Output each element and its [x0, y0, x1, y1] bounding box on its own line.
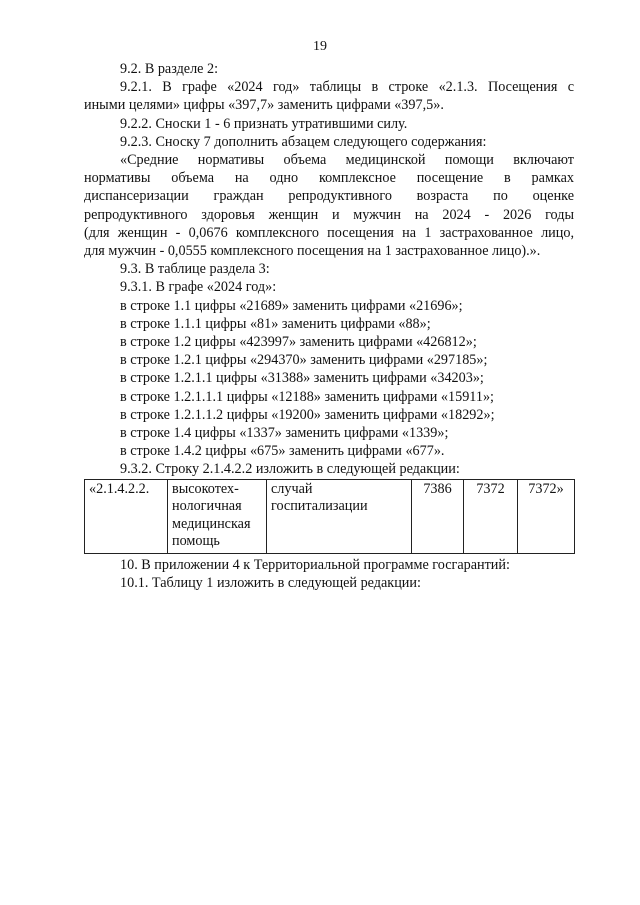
- table-cell-code: «2.1.4.2.2.: [85, 479, 168, 553]
- quote-line2: нормативы объема на одно комплексное посещение в рамках: [84, 170, 574, 187]
- page-number: 19: [313, 39, 327, 54]
- amendment-table: [84, 479, 575, 554]
- paragraph-9-2: 9.2. В разделе 2:: [120, 61, 219, 77]
- table-cell-care-type: высокотех-нологичная медицинская помощь: [168, 479, 267, 553]
- quote-line4: репродуктивного здоровья женщин и мужчин на 2024 - 2026 годы: [84, 206, 574, 223]
- paragraph-9-2-2: 9.2.2. Сноски 1 - 6 признать утратившими силу.: [120, 115, 408, 132]
- table-cell-value: 7372»: [518, 479, 575, 553]
- quote-line6: для мужчин - 0,0555 комплексного посещения на 1 застрахованное лицо).».: [84, 243, 541, 260]
- paragraph-10-1: 10.1. Таблицу 1 изложить в следующей редакции:: [120, 574, 421, 591]
- paragraph-10: 10. В приложении 4 к Территориальной программе госгарантий:: [120, 556, 510, 573]
- paragraph-9-2-1-line2: иными целями» цифры «397,7» заменить цифрами «397,5».: [84, 97, 444, 114]
- paragraph-9-2-1-line1: 9.2.1. В графе «2024 год» таблицы в строке «2.1.3. Посещения с: [120, 79, 574, 96]
- replacement-line: в строке 1.1 цифры «21689» заменить цифрами «21696»;: [120, 297, 463, 314]
- table-cell-value: 7386: [412, 479, 464, 553]
- quote-line1: «Средние нормативы объема медицинской помощи включают: [120, 152, 574, 169]
- replacement-line: в строке 1.4 цифры «1337» заменить цифрами «1339»;: [120, 425, 449, 442]
- table-cell-unit: случай госпитализации: [267, 479, 412, 553]
- replacement-line: в строке 1.2.1.1.1 цифры «12188» заменить цифрами «15911»;: [120, 388, 494, 405]
- quote-line3: диспансеризации граждан репродуктивного возраста по оценке: [84, 188, 574, 205]
- paragraph-9-3: 9.3. В таблице раздела 3:: [120, 261, 270, 278]
- replacement-line: в строке 1.2.1.1.2 цифры «19200» заменить цифрами «18292»;: [120, 406, 495, 423]
- table-row: [85, 479, 575, 553]
- replacement-line: в строке 1.2.1.1 цифры «31388» заменить цифрами «34203»;: [120, 370, 484, 387]
- replacement-line: в строке 1.4.2 цифры «675» заменить цифрами «677».: [120, 443, 445, 460]
- replacement-line: в строке 1.2.1 цифры «294370» заменить цифрами «297185»;: [120, 352, 488, 369]
- document-body: [84, 60, 574, 592]
- quote-line5: (для женщин - 0,0676 комплексного посещения на 1 застрахованное лицо,: [84, 224, 574, 241]
- replacement-line: в строке 1.2 цифры «423997» заменить цифрами «426812»;: [120, 334, 477, 351]
- replacement-line: в строке 1.1.1 цифры «81» заменить цифрами «88»;: [120, 315, 431, 332]
- paragraph-9-3-2: 9.3.2. Строку 2.1.4.2.2 изложить в следующей редакции:: [120, 461, 460, 478]
- table-cell-value: 7372: [464, 479, 518, 553]
- paragraph-9-3-1: 9.3.1. В графе «2024 год»:: [120, 279, 277, 296]
- paragraph-9-2-3: 9.2.3. Сноску 7 дополнить абзацем следующего содержания:: [120, 133, 487, 150]
